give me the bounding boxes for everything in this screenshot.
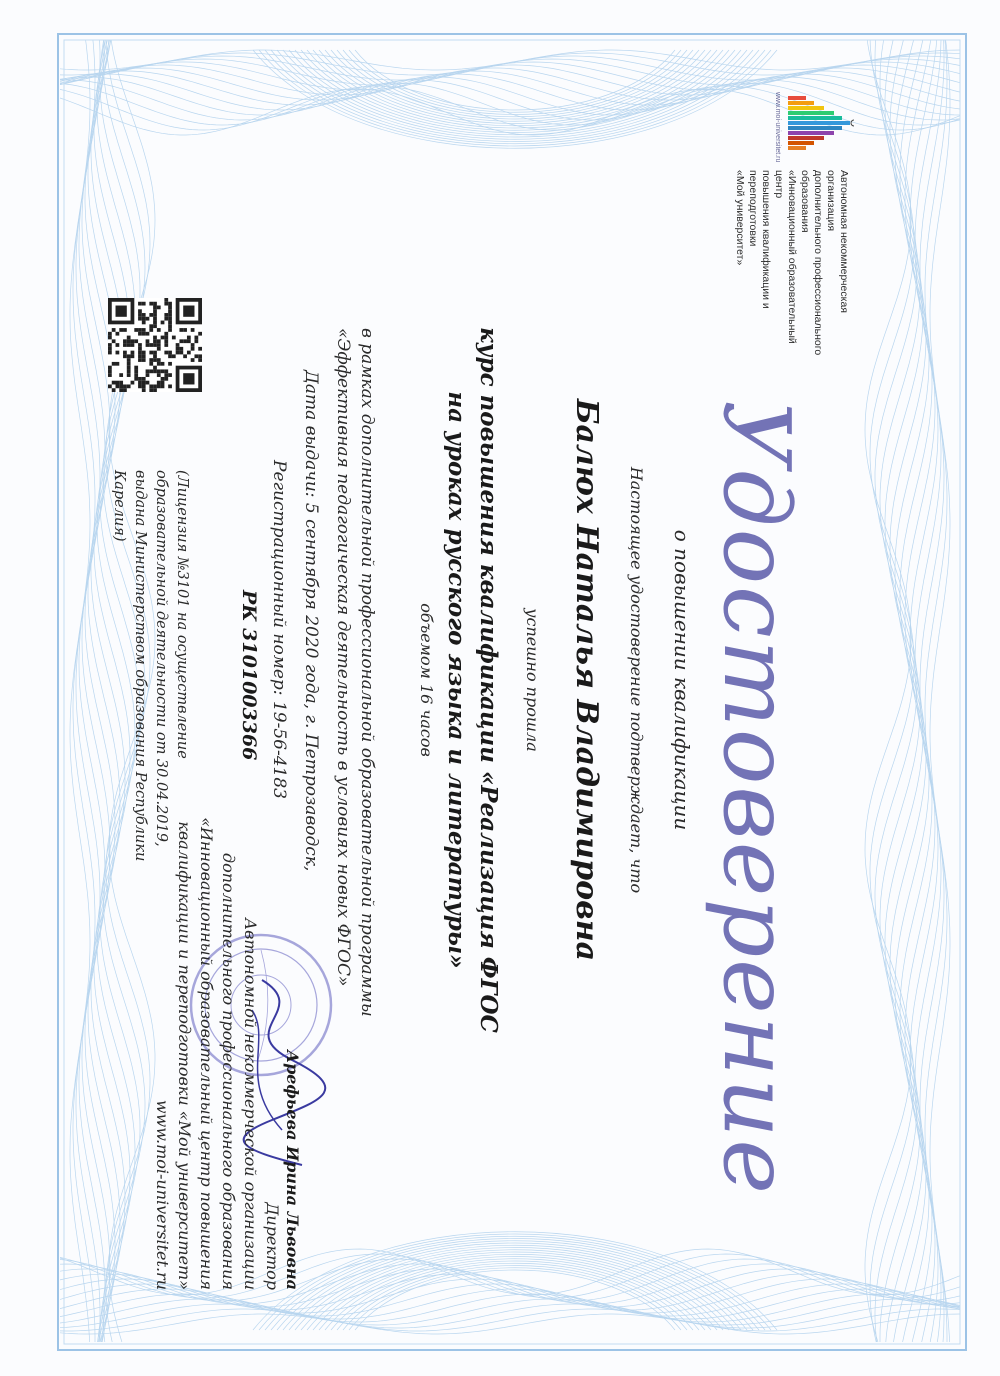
course-volume: объемом 16 часов [417,603,436,757]
license-line2: образовательной деятельности от 30.04.2019, [153,470,169,847]
registration-number: Регистрационный номер: 19-56-4183 [269,460,289,799]
completed-text: успешно прошла [523,608,542,752]
signature-block [151,770,302,1290]
recipient-name: Балюх Наталья Владимировна [569,398,604,962]
director-name: Арефьева Ирина Львовна [283,1050,302,1290]
qr-code-icon [108,298,202,392]
certificate-title: Удостоверение [703,400,810,1196]
program-line1: в рамках дополнительной профессиональной образовательной программы [357,328,377,1017]
confirms-text: Настоящее удостоверение подтверждает, что [627,466,646,894]
certificate-content [84,70,892,1302]
issue-date: Дата выдачи: 5 сентября 2020 года, г. Петрозаводск, [301,370,321,872]
director-position: Директор [263,1202,282,1290]
director-org-line: квалификации и переподготовки «Мой университет» [175,821,194,1290]
director-org-line: «Инновационный образовательный центр повышения [197,817,216,1290]
license-line3: выдана Министерством образования Республики Карелия) [111,470,148,862]
course-title-line2: на уроках русского языка и литературы» [443,391,470,969]
certificate-subtitle: о повышении квалификации [670,529,694,831]
certificate-number: РК 3101003366 [238,590,260,761]
course-title-line1: курс повышения квалификации «Реализация ФГОС [475,327,502,1033]
director-org-line: дополнительного профессионального образования [219,852,238,1290]
organization-line: Автономная некоммерческая организация [825,170,850,313]
program-line2: «Эффективная педагогическая деятельность в условиях новых ФГОС» [333,328,353,987]
organization-line: дополнительного профессионального образования [799,170,824,356]
organization-block [714,92,854,356]
license-line1: (Лицензия №3101 на осуществление [174,470,190,759]
organization-line: «Мой университет» [734,170,746,266]
rainbow-building-logo-icon [774,92,854,162]
director-org-line: Автономной некоммерческой организации [241,917,260,1290]
organization-line: «Инновационный образовательный центр [773,170,798,344]
organization-line: повышения квалификации и переподготовки [747,170,772,309]
website-link[interactable]: www.moi-universitet.ru [153,1099,172,1290]
logo-caption: www.moi-universitet.ru [774,92,781,163]
